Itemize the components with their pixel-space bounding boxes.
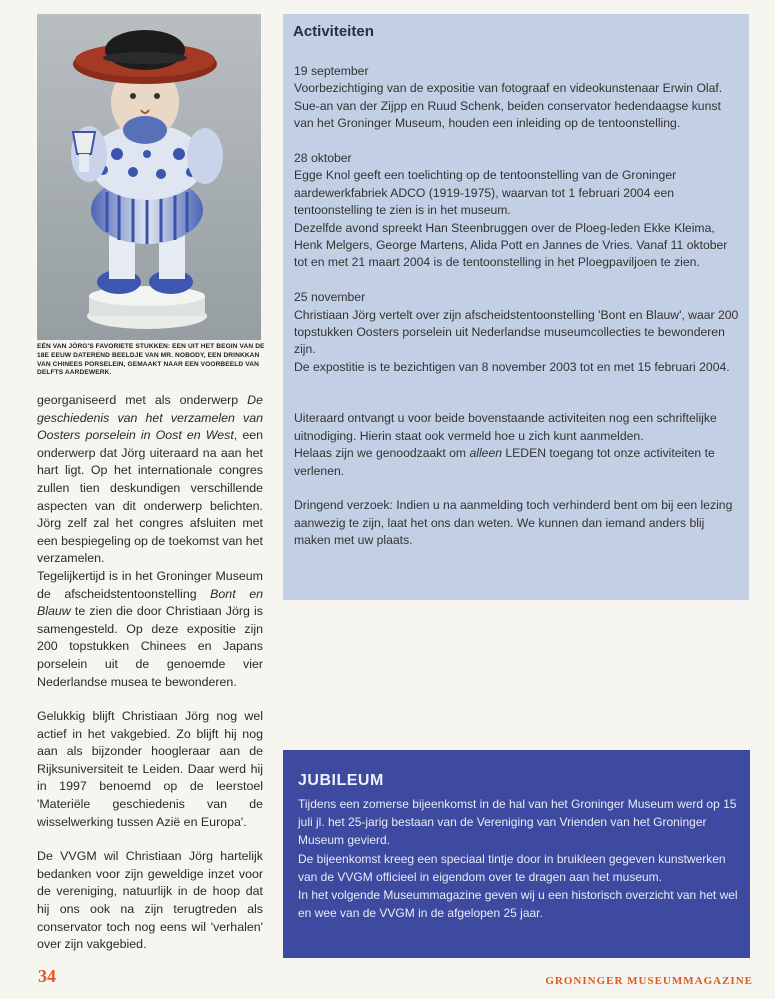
jubileum-body: [298, 795, 740, 922]
event-nov: 25 november Christiaan Jörg vertelt over zijn afscheidstentoonstelling 'Bont en Blauw', waar 200 topstukken Oosters porselein uit Nederlandse museumcollecties te bewonderen zijn. De expostitie is te bezichtigen van 8 november 2003 tot en met 15 februari 2004.: [294, 290, 739, 374]
article-paragraph: De VVGM wil Christiaan Jörg hartelijk bedanken voor zijn geweldige inzet voor de vereniging, natuurlijk in de hoop dat hij ons ook na zijn terugtreden als conservator toch nog eens wil 'verhalen' over zijn vakgebied.: [37, 849, 263, 952]
jubileum-paragraph: Tijdens een zomerse bijeenkomst in de hal van het Groninger Museum werd op 15 juli jl. het 25-jarig bestaan van de Vereniging van Vrienden van het Groninger Museum gevierd.: [298, 797, 737, 848]
activities-body: [294, 63, 740, 567]
jubileum-box: [283, 750, 750, 958]
event-oct: 28 oktober Egge Knol geeft een toelichting op de tentoonstelling van de Groninger aardewerkfabriek ADCO (1919-1975), waarvan tot 1 februari 2004 een tentoonstelling te zien is in het museum. Dezelfde avond spreekt Han Steenbruggen over de Ploeg-leden Ekke Kleima, Henk Melgers, George Martens, Alida Pott en Jannes de Vries. Vanaf 11 oktober tot en met 21 maart 2004 is de tentoonstelling in het Ploegpaviljoen te zien.: [294, 151, 728, 270]
jubileum-title: JUBILEUM: [298, 772, 384, 789]
article-paragraph: Tegelijkertijd is in het Groninger Museum de afscheidstentoonstelling Bont en Blauw te zien die door Christiaan Jörg is samengesteld. Op deze expositie zijn 200 topstukken Chinees en Japans porselein uit de genoemde vier Nederlandse musea te bewonderen.: [37, 568, 263, 689]
jubileum-paragraph: De bijeenkomst kreeg een speciaal tintje door in bruikleen gegeven kunstwerken van de VVGM officieel in eigendom over te dragen aan het museum.: [298, 851, 726, 884]
activities-note: Uiteraard ontvangt u voor beide bovenstaande activiteiten nog een schriftelijke uitnodiging. Hierin staat ook vermeld hoe u zich kunt aanmelden. Helaas zijn we genoodzaakt om alleen LEDEN toegang tot onze activiteiten te verlenen.: [294, 411, 717, 478]
figurine-photo: [37, 14, 261, 340]
page-number: 34: [38, 966, 56, 986]
magazine-name: GRONINGER MUSEUMMAGAZINE: [545, 975, 753, 987]
activities-request: Dringend verzoek: Indien u na aanmelding toch verhinderd bent om bij een lezing aanwezig te zijn, laat het ons dan weten. We kunnen dan iemand anders blij maken met uw plaats.: [294, 498, 733, 548]
jubileum-paragraph: In het volgende Museummagazine geven wij u een historisch overzicht van het wel en wee van de VVGM in de afgelopen 25 jaar.: [298, 888, 738, 921]
activities-title: Activiteiten: [293, 23, 374, 40]
activities-box: [283, 14, 749, 600]
photo-caption: EÉN VAN JÖRG'S FAVORIETE STUKKEN: EEN UIT HET BEGIN VAN DE 18E EEUW DATEREND BEELDJE VAN MR. NOBODY, EEN DRINKKAN VAN CHINEES PORSELEIN, GEMAAKT NAAR EEN VOORBEELD VAN DELFTS AARDEWERK.: [37, 343, 265, 377]
article-paragraph: georganiseerd met als onderwerp De geschiedenis van het verzamelen van Oosters porselein in Oost en West, een onderwerp dat Jörg uiteraard na aan het hart ligt. Op het internationale congres zullen tien deskundigen verschillende aspecten van dit onderwerp belichten. Jörg zelf zal het congres afsluiten met een bespiegeling op de toekomst van het verzamelen.: [37, 393, 264, 566]
article-column: [37, 392, 263, 971]
article-paragraph: Gelukkig blijft Christiaan Jörg nog wel actief in het vakgebied. Zo blijft hij nog aan als bijzonder hoogleraar aan de Rijksuniversiteit te Leiden. Daar werd hij in 1997 benoemd op de leerstoel 'Materiële geschiedenis van de wisselwerking tussen Azië en Europa'.: [37, 709, 263, 829]
event-sept: 19 september Voorbezichtiging van de expositie van fotograaf en videokunstenaar Erwin Olaf. Sue-an van der Zijpp en Ruud Schenk, beiden conservator hedendaagse kunst van het Groninger Museum, houden een inleiding op de tentoonstelling.: [294, 64, 723, 131]
